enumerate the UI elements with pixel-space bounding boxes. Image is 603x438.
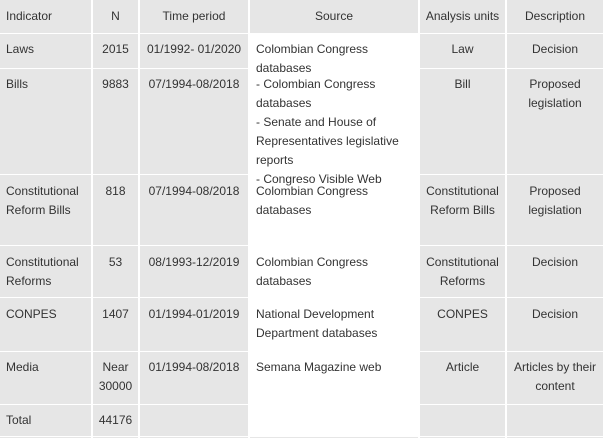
cell-source: Colombian Congress databases [256, 42, 369, 75]
cell-description: Proposed legislation [528, 77, 582, 110]
cell-analysis-units: Article [445, 360, 480, 374]
row-divider [0, 351, 603, 352]
cell-time-period: 01/1994-08/2018 [148, 360, 240, 374]
cell-time-period: 07/1994-08/2018 [148, 184, 240, 198]
cell-source: Colombian Congress databases [256, 184, 369, 217]
cell-n: 9883 [102, 77, 129, 91]
cell-analysis-units: Law [451, 42, 474, 56]
row-divider [0, 404, 603, 405]
header-source: Source [314, 9, 354, 23]
cell-n: 2015 [102, 42, 129, 56]
cell-indicator: Laws [6, 42, 35, 56]
header-analysis-units: Analysis units [425, 9, 500, 23]
cell-description: Decision [531, 42, 579, 56]
cell-n: 53 [108, 255, 123, 269]
cell-description: Decision [531, 255, 579, 269]
cell-indicator: Constitutional Reform Bills [6, 184, 79, 217]
cell-time-period: 07/1994-08/2018 [148, 77, 240, 91]
cell-n: Near 30000 [98, 360, 133, 393]
cell-analysis-units: CONPES [437, 307, 488, 321]
row-divider [0, 245, 603, 246]
cell-analysis-units: Constitutional Reforms [426, 255, 499, 288]
cell-n: 1407 [102, 307, 129, 321]
cell-description: Decision [531, 307, 579, 321]
cell-description: Articles by their content [513, 360, 597, 393]
col-divider [248, 0, 250, 438]
cell-indicator: Total [6, 413, 32, 427]
cell-source: National Development Department databases [256, 307, 378, 340]
cell-indicator: Constitutional Reforms [6, 255, 79, 288]
cell-time-period: 08/1993-12/2019 [148, 255, 240, 269]
header-description: Description [524, 9, 586, 23]
header-n: N [111, 9, 120, 23]
cell-indicator: Bills [6, 77, 29, 91]
header-indicator: Indicator [6, 9, 53, 23]
row-divider [0, 436, 603, 437]
cell-description: Proposed legislation [528, 184, 582, 217]
header-time-period: Time period [162, 9, 226, 23]
row-divider [0, 297, 603, 298]
cell-time-period: 01/1992- 01/2020 [146, 42, 242, 56]
cell-analysis-units: Constitutional Reform Bills [426, 184, 499, 217]
cell-n: 818 [105, 184, 126, 198]
cell-n: 44176 [98, 413, 133, 427]
cell-analysis-units: Bill [454, 77, 471, 91]
cell-source: Colombian Congress databases [256, 255, 369, 288]
cell-indicator: Media [6, 360, 39, 374]
cell-source: Semana Magazine web [256, 360, 382, 374]
cell-indicator: CONPES [6, 307, 57, 321]
row-divider [0, 33, 603, 34]
cell-source: - Colombian Congress databases - Senate and House of Representatives legislative reports - Congreso Visible Web [256, 77, 399, 186]
cell-time-period: 01/1994-01/2019 [148, 307, 240, 321]
